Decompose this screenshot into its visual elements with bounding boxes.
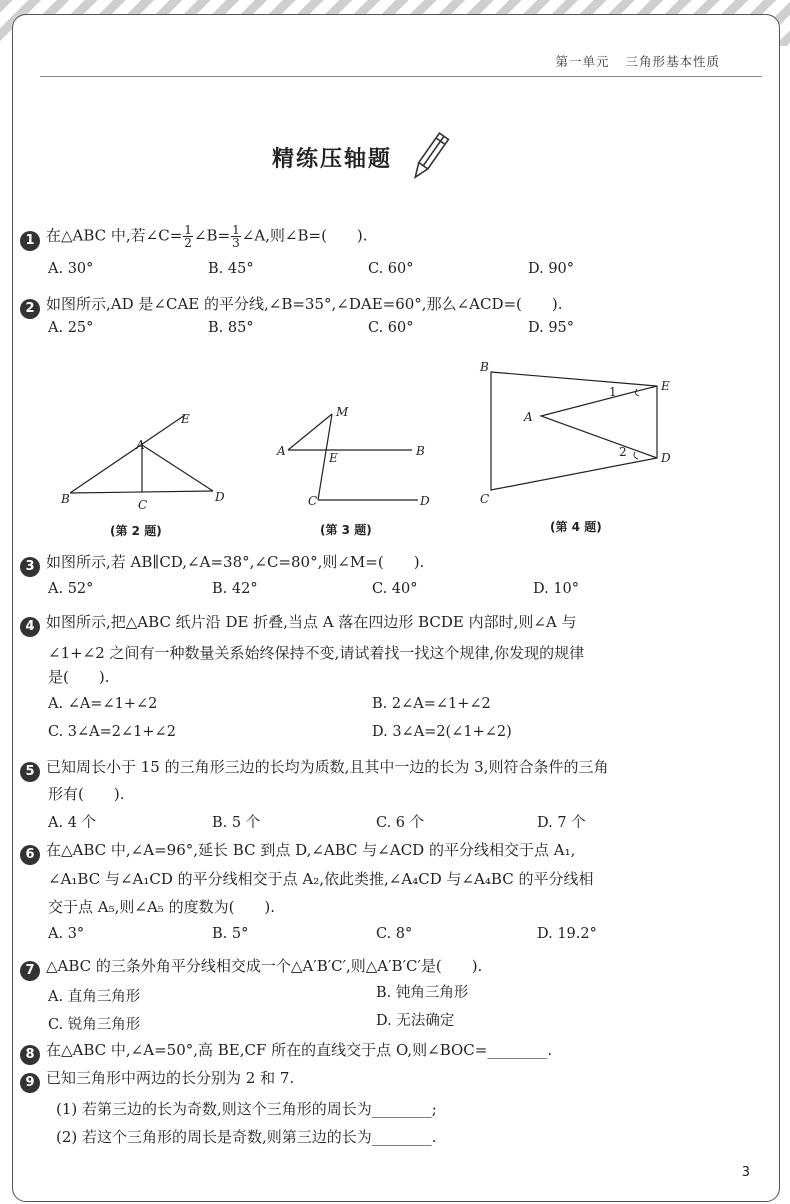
pencil-icon <box>410 130 450 184</box>
label-M: M <box>336 405 349 419</box>
label-C: C <box>480 492 490 506</box>
question-2 <box>20 294 563 319</box>
option: B. 42° <box>212 581 258 597</box>
option: C. 3∠A=2∠1+∠2 <box>48 724 176 740</box>
sub-question-1: (1) 若第三边的长为奇数,则这个三角形的周长为________; <box>56 1100 437 1118</box>
question-7 <box>20 956 482 981</box>
label-B: B <box>416 444 425 458</box>
question-text: ∠1+∠2 之间有一种数量关系始终保持不变,请试着找一找这个规律,你发现的规律 <box>48 644 585 662</box>
label-D: D <box>420 494 430 508</box>
running-header <box>555 52 720 70</box>
label-A: A <box>136 438 145 452</box>
option: D. 90° <box>528 261 575 277</box>
label-E: E <box>661 379 670 393</box>
question-8 <box>20 1040 552 1065</box>
question-text: 如图所示,把△ABC 纸片沿 DE 折叠,当点 A 落在四边形 BCDE 内部时,则∠A 与 <box>46 613 577 631</box>
fraction-third: $\frac{1}{3}$ <box>232 223 240 250</box>
question-number: 8 <box>20 1045 40 1065</box>
label-C: C <box>138 498 148 512</box>
figure-2 <box>55 405 235 515</box>
option: D. 3∠A=2(∠1+∠2) <box>372 724 512 740</box>
option: D. 10° <box>533 581 580 597</box>
option: C. 40° <box>372 581 418 597</box>
option: C. 60° <box>368 261 414 277</box>
header-rule <box>40 76 762 77</box>
question-6 <box>20 840 575 865</box>
figure-2-caption: (第 2 题) <box>110 524 162 538</box>
question-number: 3 <box>20 557 40 577</box>
option: A. 3° <box>48 926 85 942</box>
page-number: 3 <box>741 1165 750 1180</box>
question-number: 6 <box>20 845 40 865</box>
option: A. 4 个 <box>48 815 97 831</box>
question-number: 2 <box>20 299 40 319</box>
label-E: E <box>181 412 190 426</box>
label-B: B <box>61 492 70 506</box>
question-text: △ABC 的三条外角平分线相交成一个△A′B′C′,则△A′B′C′是( ). <box>46 957 483 975</box>
figure-3-caption: (第 3 题) <box>320 523 372 537</box>
header-chapter: 三角形基本性质 <box>625 54 720 69</box>
q1-text-b: ∠B= <box>193 226 231 245</box>
option: C. 8° <box>376 926 413 942</box>
label-D: D <box>661 451 671 465</box>
label-C: C <box>308 494 318 508</box>
option: B. 钝角三角形 <box>376 985 469 1001</box>
option: B. 5° <box>212 926 249 942</box>
option: C. 6 个 <box>376 815 425 831</box>
option: A. 25° <box>48 320 94 336</box>
question-number: 1 <box>20 231 40 251</box>
option: D. 无法确定 <box>376 1013 455 1029</box>
question-number: 9 <box>20 1073 40 1093</box>
option: D. 95° <box>528 320 575 336</box>
option: C. 锐角三角形 <box>48 1017 141 1033</box>
question-text: 已知周长小于 15 的三角形三边的长均为质数,且其中一边的长为 3,则符合条件的三角 <box>46 758 609 776</box>
figure-4-caption: (第 4 题) <box>550 520 602 534</box>
question-text: 已知三角形中两边的长分别为 2 和 7. <box>46 1069 295 1087</box>
q1-text-c: ∠A,则∠B=( ). <box>241 226 368 245</box>
figure-4 <box>475 358 690 513</box>
question-text: 交于点 A₅,则∠A₅ 的度数为( ). <box>48 898 276 916</box>
option: B. 2∠A=∠1+∠2 <box>372 696 491 712</box>
question-4 <box>20 612 577 637</box>
option: B. 85° <box>208 320 254 336</box>
label-A: A <box>277 444 286 458</box>
option: A. 30° <box>48 261 94 277</box>
fraction-half: $\frac{1}{2}$ <box>184 223 192 250</box>
sub-question-2: (2) 若这个三角形的周长是奇数,则第三边的长为________. <box>56 1128 437 1146</box>
option: A. 直角三角形 <box>48 989 141 1005</box>
question-text: 如图所示,AD 是∠CAE 的平分线,∠B=35°,∠DAE=60°,那么∠ACD=( ). <box>46 295 563 313</box>
question-text: 是( ). <box>48 668 110 686</box>
option: D. 19.2° <box>537 926 597 942</box>
question-number: 7 <box>20 961 40 981</box>
figure-3 <box>272 400 442 510</box>
option: A. 52° <box>48 581 94 597</box>
label-A: A <box>524 410 533 424</box>
header-unit: 第一单元 <box>555 54 610 69</box>
question-1 <box>20 224 368 251</box>
option: C. 60° <box>368 320 414 336</box>
q1-text-a: 在△ABC 中,若∠C= <box>46 226 183 245</box>
label-E: E <box>329 451 338 465</box>
question-number: 5 <box>20 762 40 782</box>
option: B. 45° <box>208 261 254 277</box>
page-title: 精练压轴题 <box>272 147 393 172</box>
question-text: 如图所示,若 AB∥CD,∠A=38°,∠C=80°,则∠M=( ). <box>46 553 425 571</box>
label-D: D <box>215 490 225 504</box>
question-text: ∠A₁BC 与∠A₁CD 的平分线相交于点 A₂,依此类推,∠A₄CD 与∠A₄BC 的平分线相 <box>48 870 594 888</box>
option: A. ∠A=∠1+∠2 <box>48 696 158 712</box>
question-5 <box>20 757 608 782</box>
question-text: 在△ABC 中,∠A=96°,延长 BC 到点 D,∠ABC 与∠ACD 的平分线相交于点 A₁, <box>46 841 576 859</box>
label-angle-2: 2 <box>619 445 627 459</box>
label-B: B <box>480 360 489 374</box>
label-angle-1: 1 <box>609 385 617 399</box>
option: B. 5 个 <box>212 815 261 831</box>
option: D. 7 个 <box>537 815 586 831</box>
question-3 <box>20 552 424 577</box>
question-number: 4 <box>20 617 40 637</box>
question-9 <box>20 1068 294 1093</box>
question-text: 在△ABC 中,∠A=50°,高 BE,CF 所在的直线交于点 O,则∠BOC=________. <box>46 1041 553 1059</box>
question-text: 形有( ). <box>48 785 125 803</box>
